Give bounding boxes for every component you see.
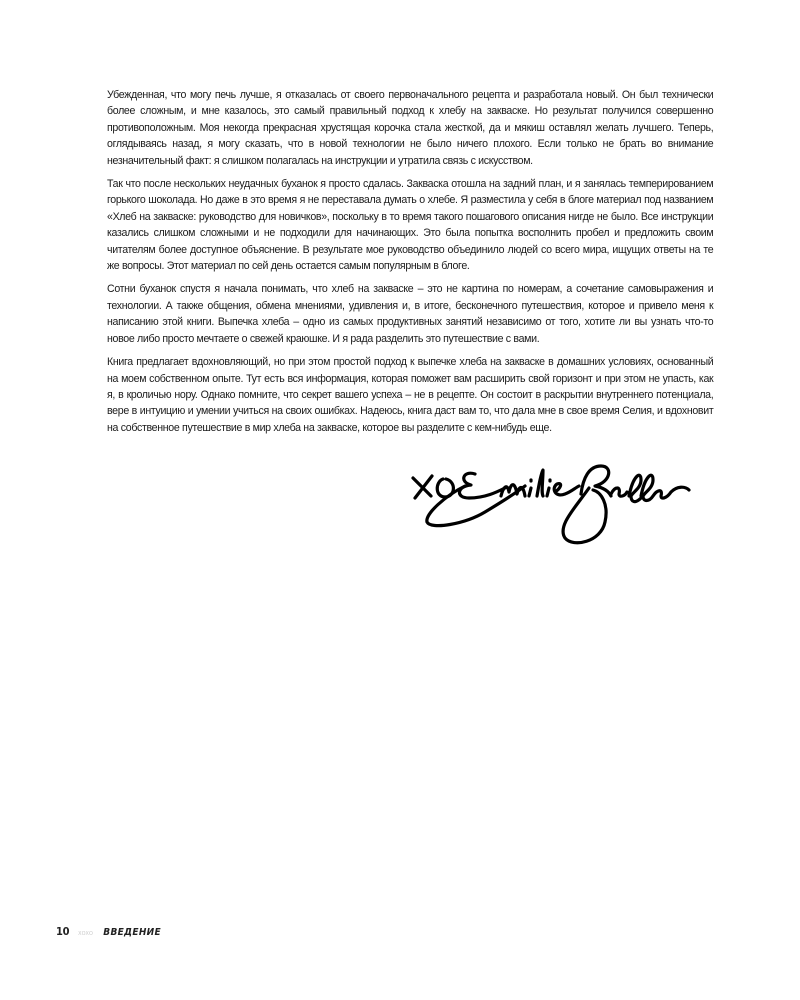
paragraph: Книга предлагает вдохновляющий, но при этом простой подход к выпечке хлеба на закваске в домашних условиях, основанный на моем собственном опыте. Тут есть вся информация, которая поможет вам расширить свой горизонт и при этом не упасть, как я, в кроличью нору. Однако помните, что секрет вашего успеха – не в рецепте. Он состоит в раскрытии внутреннего потенциала, вере в интуицию и умении учиться на своих ошибках. Надеюсь, книга даст вам то, что дала мне в свое время Селия, и вдохновит на собственное путешествие в мир хлеба на закваске, которое вы разделите с кем-нибудь еще.: [107, 356, 714, 434]
paragraph: Сотни буханок спустя я начала понимать, что хлеб на закваске – это не картина по номерам, а сочетание самовыражения и технологии. А также общения, обмена мнениями, удивления и, в итоге, бесконечного путешествия, которое и привело меня к написанию этой книги. Выпечка хлеба – одно из самых продуктивных занятий независимо от того, хотите ли вы узнать что-то новое либо просто мечтаете о свежей краюшке. И я рада разделить это путешествие с вами.: [107, 283, 714, 345]
paragraph: Убежденная, что могу печь лучше, я отказалась от своего первоначального рецепта и разработала новый. Он был технически более сложным, и мне казалось, это самый правильный подход к хлебу на закваске. Но результат получился совершенно противоположным. Моя некогда прекрасная хрустящая корочка стала жесткой, да и мякиш оставлял желать лучшего. Теперь, оглядываясь назад, я могу сказать, что в новой технологии не было ничего плохого. Если только не брать во внимание незначительный факт: я слишком полагалась на инструкции и утратила связь с искусством.: [107, 89, 714, 167]
section-title: ВВЕДЕНИЕ: [103, 927, 161, 938]
paragraph: Так что после нескольких неудачных буханок я просто сдалась. Закваска отошла на задний план, и я занялась темперированием горького шоколада. Но даже в это время я не переставала думать о хлебе. Я разместила у себя в блоге материал под названием «Хлеб на закваске: руководство для новичков», поскольку в то время такого пошагового описания нигде не было. Все инструкции казались слишком сложными и не подходили для начинающих. Это была попытка восполнить пробел и предложить своим читателям более доступное объяснение. В результате мое руководство объединило людей со всего мира, ищущих ответы на те же вопросы. Этот материал по сей день остается самым популярным в блоге.: [107, 178, 714, 273]
signature-stroke: [563, 466, 611, 543]
footer-mark: XOXO: [78, 931, 94, 937]
page-footer: [56, 925, 161, 941]
signature-stroke: [501, 470, 579, 496]
body-text: [107, 87, 713, 443]
signature-stroke: [611, 475, 689, 501]
page-number: 10: [56, 925, 70, 938]
signature-stroke: [413, 476, 432, 498]
signature: [405, 452, 695, 557]
